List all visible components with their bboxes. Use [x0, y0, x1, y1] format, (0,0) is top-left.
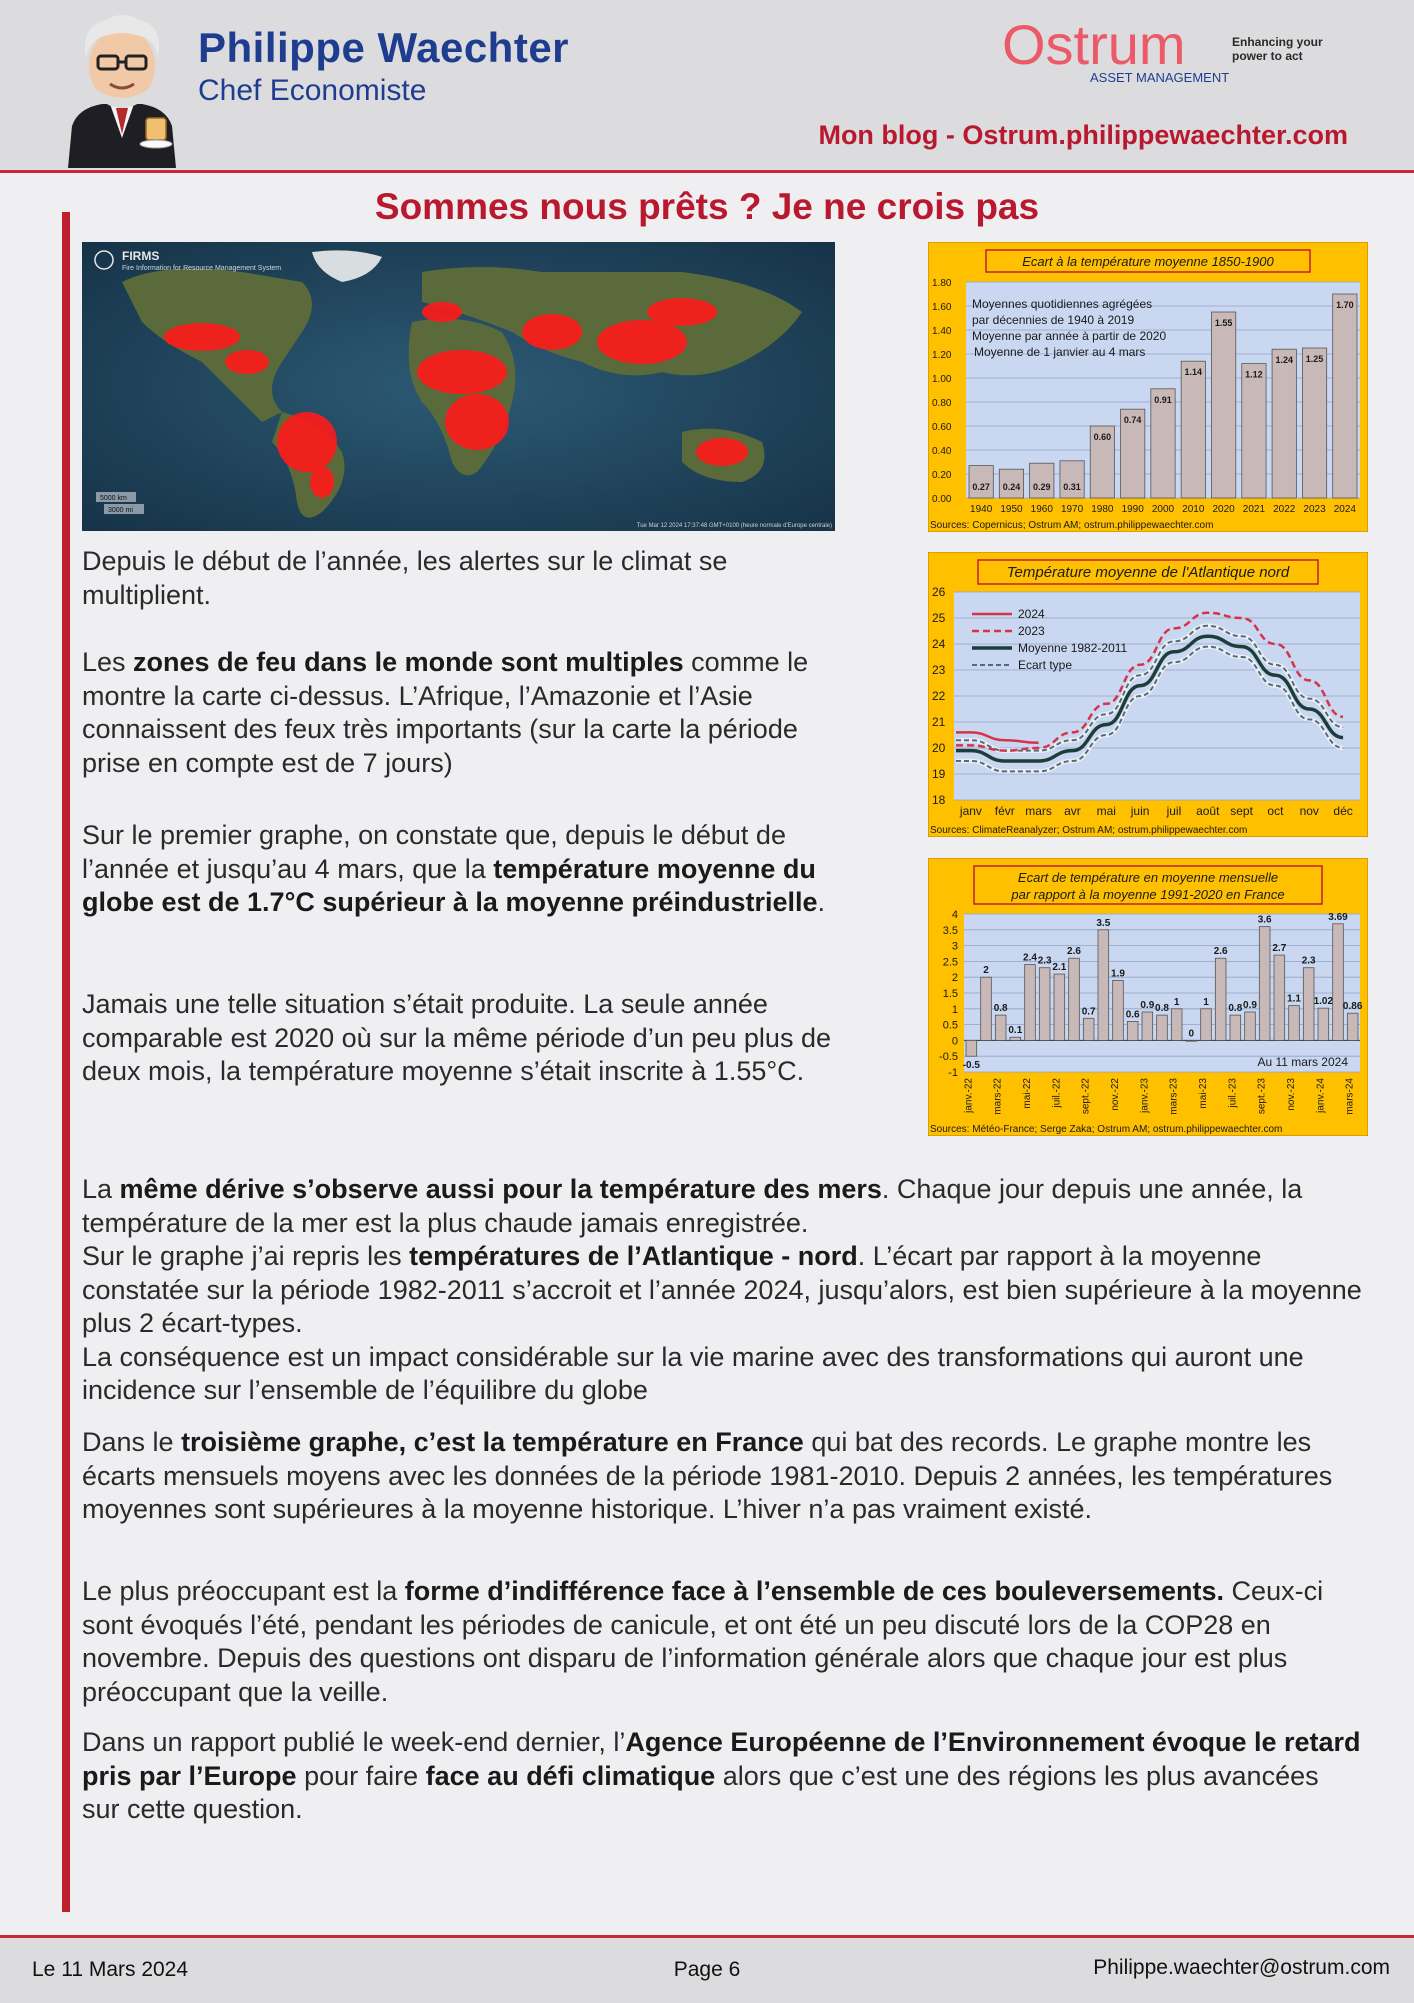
chart3-bar — [981, 977, 992, 1040]
chart3-xtick-label: sept.-22 — [1080, 1078, 1092, 1115]
fire-map — [82, 242, 835, 531]
chart1-data-label: 1.24 — [1275, 355, 1293, 366]
chart3-bar — [1318, 1008, 1329, 1040]
chart2-ytick-label: 25 — [932, 611, 946, 625]
chart1-data-label: 0.24 — [1002, 482, 1021, 492]
chart3-ytick-label: 0 — [951, 1035, 958, 1048]
footer-email[interactable]: Philippe.waechter@ostrum.com — [1093, 1956, 1390, 1979]
logo-tagline-2: power to act — [1232, 49, 1303, 63]
chart2-xtick-label: mars — [1025, 804, 1052, 818]
chart2-ytick-label: 26 — [932, 585, 946, 599]
paragraph-5: La même dérive s’observe aussi pour la température des mers. Chaque jour depuis une année, la température de la mer est la plus chaude jamais enregistrée. Sur le graphe j’ai repris les températures de l’Atlantique - nord. L’écart par rapport à la moyenne constatée sur la période 1982-2011 s’accroit et l’année 2024, jusqu’alors, est bien supérieure à la moyenne plus 2 écart-types. La conséquence est un impact considérable sur la vie marine avec des transformations qui auront une incidence sur l’ensemble de l’équilibre du globe — [82, 1174, 1362, 1405]
chart2-xtick-label: janv — [959, 804, 982, 818]
chart3-xtick-label: janv.-22 — [963, 1078, 975, 1113]
chart3-bar — [1025, 965, 1036, 1041]
svg-text:5000 km: 5000 km — [100, 495, 127, 502]
chart2-xtick-label: août — [1196, 804, 1220, 818]
chart1-data-label: 1.12 — [1245, 369, 1263, 380]
chart3-source: Sources: Météo-France; Serge Zaka; Ostrum AM; ostrum.philippewaechter.com — [930, 1124, 1283, 1135]
chart3-ytick-label: 2 — [951, 972, 958, 985]
map-brand-sub: Fire Information for Resource Management System — [122, 265, 282, 272]
chart1-bar — [1242, 364, 1266, 498]
accent-bar — [62, 212, 70, 1912]
chart3-bar — [1054, 974, 1065, 1040]
chart3-ytick-label: 3.5 — [942, 924, 958, 937]
chart3-bar — [1142, 1012, 1153, 1040]
paragraph-4: Jamais une telle situation s’était produite. La seule année comparable est 2020 où sur la même période d’un peu plus de deux mois, la température moyenne s’était inscrite à 1.55°C. — [82, 989, 831, 1086]
chart3-bar — [1201, 1009, 1212, 1041]
chart3-data-label: 1.9 — [1111, 968, 1125, 980]
chart1-ytick-label: 0.60 — [932, 422, 952, 433]
chart3-xtick-label: sept.-23 — [1256, 1078, 1268, 1115]
chart1-xtick-label: 2023 — [1303, 504, 1326, 515]
chart3-bar — [1039, 968, 1050, 1041]
chart1-data-label: 0.74 — [1123, 415, 1142, 426]
paragraph-2: Les zones de feu dans le monde sont multiples comme le montre la carte ci-dessus. L’Afrique, l’Amazonie et l’Asie connaissent des feux très importants (sur la carte la période prise en compte est de 7 jours) — [82, 647, 809, 778]
chart3-data-label: 2.6 — [1213, 946, 1228, 958]
chart1-data-label: 1.55 — [1214, 318, 1233, 328]
chart3-data-label: 2.3 — [1301, 955, 1316, 967]
chart2-legend-label: Moyenne 1982-2011 — [1018, 641, 1128, 655]
chart3-data-label: 0.8 — [1228, 1003, 1243, 1015]
chart1-data-label: 0.60 — [1093, 432, 1112, 442]
chart2-xtick-label: juin — [1130, 804, 1150, 818]
chart3-data-label: 0.86 — [1342, 1001, 1363, 1013]
chart3-title-line-1: Ecart de température en moyenne mensuelle — [1017, 870, 1279, 885]
chart-global-temperature — [928, 242, 1368, 532]
chart3-data-label: 0 — [1188, 1028, 1195, 1040]
chart3-data-label: -0.5 — [962, 1060, 980, 1072]
chart1-xtick-label: 1960 — [1030, 504, 1053, 515]
chart2-xtick-label: oct — [1267, 804, 1284, 818]
chart1-data-label: 0.27 — [972, 482, 990, 492]
chart3-bar — [1333, 924, 1344, 1041]
chart3-data-label: 0.9 — [1243, 999, 1257, 1011]
footer-page-number: Page 6 — [673, 1958, 741, 1981]
chart1-data-label: 0.31 — [1063, 482, 1081, 492]
chart3-xtick-label: janv.-24 — [1315, 1078, 1327, 1113]
chart3-bar — [1098, 930, 1109, 1041]
chart3-bar — [1274, 955, 1285, 1040]
chart1-bar — [1181, 361, 1205, 498]
author-role: Chef Economiste — [198, 74, 427, 107]
chart3-xtick-label: janv.-23 — [1139, 1078, 1151, 1113]
chart2-xtick-label: févr — [994, 804, 1015, 818]
chart1-bar — [1060, 461, 1084, 498]
chart2-ytick-label: 24 — [932, 637, 946, 651]
chart3-bar — [1230, 1015, 1241, 1040]
chart3-bar — [1347, 1013, 1358, 1040]
chart1-xtick-label: 1940 — [970, 504, 993, 515]
chart3-data-label: 2.3 — [1037, 955, 1052, 967]
chart3-bar — [1069, 958, 1080, 1040]
map-timestamp: Tue Mar 12 2024 17:37:48 GMT+0100 (heure normale d'Europe centrale) — [636, 523, 832, 529]
chart3-ytick-label: 1.5 — [942, 988, 958, 1000]
chart1-ytick-label: 0.20 — [932, 470, 952, 481]
chart3-annotation: Au 11 mars 2024 — [1257, 1055, 1348, 1069]
chart3-bar — [1303, 968, 1314, 1041]
chart2-ytick-label: 22 — [932, 689, 946, 703]
chart3-data-label: 0.7 — [1081, 1006, 1096, 1018]
chart3-ytick-label: -0.5 — [939, 1051, 958, 1064]
chart1-bar — [1333, 294, 1357, 498]
chart3-bar — [1171, 1009, 1182, 1041]
chart3-bar — [995, 1015, 1006, 1040]
chart3-data-label: 1.02 — [1313, 996, 1334, 1008]
paragraph-1: Depuis le début de l’année, les alertes sur le climat se multiplient. — [82, 546, 728, 610]
chart2-ytick-label: 19 — [932, 767, 946, 781]
chart1-ytick-label: 1.00 — [932, 374, 952, 385]
chart3-data-label: 2.6 — [1067, 946, 1081, 958]
chart1-xtick-label: 2010 — [1182, 504, 1205, 515]
chart3-data-label: 2.7 — [1272, 943, 1287, 955]
chart3-xtick-label: mars-23 — [1168, 1078, 1180, 1115]
chart3-bar — [1186, 1040, 1197, 1041]
chart3-bar — [1113, 980, 1124, 1040]
paragraph-3: Sur le premier graphe, on constate que, depuis le début de l’année et jusqu’au 4 mars, que la température moyenne du globe est de 1.7°C supérieur à la moyenne préindustrielle. — [82, 820, 826, 917]
chart2-xtick-label: avr — [1064, 804, 1081, 818]
chart1-ytick-label: 0.40 — [932, 446, 952, 457]
chart2-legend-label: 2024 — [1018, 607, 1045, 621]
chart1-xtick-label: 2024 — [1333, 504, 1356, 515]
chart3-data-label: 2.1 — [1052, 962, 1067, 974]
chart3-bar — [1157, 1015, 1168, 1040]
chart1-xtick-label: 2000 — [1151, 504, 1175, 515]
chart3-xtick-label: juil.-23 — [1227, 1078, 1239, 1108]
chart1-data-label: 1.25 — [1305, 354, 1324, 364]
chart3-data-label: 3.69 — [1328, 911, 1348, 923]
chart3-bar — [966, 1040, 977, 1056]
chart1-bar — [1211, 312, 1235, 498]
paragraph-8: Dans un rapport publié le week-end dernier, l’Agence Européenne de l’Environnement évoque le retard pris par l’Europe pour faire face au défi climatique alors que c’est une des régions les plus avancées sur cette question. — [82, 1727, 1361, 1824]
chart3-xtick-label: mai-23 — [1198, 1078, 1209, 1109]
chart1-ytick-label: 1.20 — [932, 350, 952, 361]
chart1-title: Ecart à la température moyenne 1850-1900 — [1022, 254, 1274, 269]
chart3-xtick-label: nov.-23 — [1286, 1078, 1297, 1111]
chart-atlantic-temperature — [928, 552, 1368, 837]
chart3-bar — [1259, 927, 1270, 1041]
chart1-ytick-label: 1.60 — [932, 302, 952, 313]
chart2-ytick-label: 18 — [932, 793, 946, 807]
chart3-ytick-label: 2.5 — [942, 956, 958, 969]
chart3-data-label: 0.9 — [1140, 999, 1155, 1011]
chart3-xtick-label: juil.-22 — [1051, 1078, 1063, 1108]
author-name: Philippe Waechter — [198, 24, 570, 71]
page-header — [0, 0, 1414, 173]
chart-france-temperature — [928, 858, 1368, 1136]
chart3-ytick-label: 0.5 — [942, 1019, 958, 1032]
chart3-data-label: 2.4 — [1023, 952, 1037, 964]
chart3-xtick-label: mai-22 — [1022, 1078, 1033, 1109]
chart3-data-label: 0.8 — [993, 1003, 1008, 1015]
chart3-ytick-label: 1 — [951, 1003, 958, 1016]
chart1-annotation: par décennies de 1940 à 2019 — [972, 313, 1135, 327]
chart3-bar — [1010, 1037, 1021, 1040]
chart1-xtick-label: 1970 — [1060, 504, 1084, 515]
chart3-data-label: 1 — [1203, 996, 1209, 1008]
chart3-bar — [1127, 1021, 1138, 1040]
blog-link[interactable]: Mon blog - Ostrum.philippewaechter.com — [818, 120, 1348, 150]
chart1-ytick-label: 1.80 — [932, 278, 952, 289]
page-footer — [0, 1935, 1414, 2003]
chart3-data-label: 0.6 — [1125, 1009, 1140, 1021]
paragraph-7: Le plus préoccupant est la forme d’indifférence face à l’ensemble de ces bouleversements. Ceux-ci sont évoqués l’été, pendant les périodes de canicule, et ont été un peu discuté lors de la COP28 en novembre. Depuis des questions ont disparu de l’information générale alors que chaque jour est plus préoccupant que la veille. — [82, 1576, 1324, 1707]
footer-date: Le 11 Mars 2024 — [32, 1958, 189, 1981]
chart1-ytick-label: 0.80 — [932, 398, 952, 409]
chart1-annotation: Moyennes quotidiennes agrégées — [972, 297, 1153, 311]
chart2-legend-label: 2023 — [1018, 624, 1045, 638]
chart3-xtick-label: nov.-22 — [1110, 1078, 1121, 1111]
chart1-ytick-label: 1.40 — [932, 326, 952, 337]
chart2-ytick-label: 20 — [932, 741, 946, 755]
svg-text:3000 mi: 3000 mi — [108, 507, 133, 514]
chart2-xtick-label: juil — [1166, 804, 1182, 818]
chart1-bar — [1151, 389, 1175, 498]
chart1-xtick-label: 2020 — [1212, 504, 1235, 515]
chart1-bar — [1272, 349, 1296, 498]
logo-name: Ostrum — [1002, 14, 1186, 76]
chart2-xtick-label: déc — [1333, 804, 1353, 818]
chart1-source: Sources: Copernicus; Ostrum AM; ostrum.philippewaechter.com — [930, 520, 1214, 531]
chart1-data-label: 1.70 — [1336, 300, 1354, 310]
author-avatar — [58, 8, 186, 168]
chart1-annotation: Moyenne par année à partir de 2020 — [972, 329, 1167, 343]
chart3-title-line-2: par rapport à la moyenne 1991-2020 en France — [1011, 887, 1285, 902]
chart1-data-label: 1.14 — [1184, 367, 1203, 378]
chart3-data-label: 1.1 — [1287, 993, 1301, 1005]
chart1-bar — [1302, 348, 1326, 498]
logo-sub: ASSET MANAGEMENT — [1090, 70, 1230, 85]
chart3-data-label: 2 — [983, 965, 989, 977]
chart3-data-label: 3.5 — [1096, 917, 1111, 929]
chart3-bar — [1215, 958, 1226, 1040]
paragraph-6: Dans le troisième graphe, c’est la température en France qui bat des records. Le graphe montre les écarts mensuels moyens avec les données de la période 1981-2010. Depuis 2 années, les températures moyennes sont supérieures à la moyenne historique. L’hiver n’a pas vraiment existé. — [82, 1427, 1333, 1524]
chart3-bar — [1083, 1018, 1094, 1040]
chart3-data-label: 0.8 — [1155, 1003, 1169, 1015]
chart1-xtick-label: 2021 — [1242, 504, 1266, 515]
article-title: Sommes nous prêts ? Je ne crois pas — [374, 186, 1040, 227]
chart3-data-label: 3.6 — [1257, 914, 1272, 926]
logo-tagline-1: Enhancing your — [1232, 35, 1323, 49]
chart3-ytick-label: 3 — [951, 940, 958, 953]
chart1-bar — [1030, 463, 1054, 498]
chart1-annotation: Moyenne de 1 janvier au 4 mars — [974, 345, 1146, 359]
chart2-xtick-label: nov — [1299, 804, 1319, 818]
chart2-legend-label: Ecart type — [1018, 658, 1073, 672]
chart1-xtick-label: 1980 — [1091, 504, 1114, 515]
chart3-bar — [1245, 1012, 1256, 1040]
chart3-data-label: 0.1 — [1008, 1025, 1023, 1037]
chart2-xtick-label: sept — [1230, 804, 1253, 818]
chart2-ytick-label: 21 — [932, 715, 946, 729]
chart3-ytick-label: -1 — [948, 1067, 958, 1079]
chart1-xtick-label: 1950 — [1000, 504, 1023, 515]
chart2-source: Sources: ClimateReanalyzer; Ostrum AM; ostrum.philippewaechter.com — [930, 825, 1248, 836]
chart2-xtick-label: mai — [1096, 804, 1116, 818]
ostrum-logo — [1000, 14, 1330, 94]
chart1-xtick-label: 1990 — [1121, 504, 1144, 515]
chart3-ytick-label: 4 — [951, 909, 958, 921]
chart1-xtick-label: 2022 — [1273, 504, 1296, 515]
chart3-xtick-label: mars-22 — [992, 1078, 1004, 1115]
chart1-data-label: 0.91 — [1154, 394, 1172, 405]
chart2-title: Température moyenne de l'Atlantique nord — [1006, 564, 1290, 581]
chart1-ytick-label: 0.00 — [932, 494, 952, 505]
chart3-data-label: 1 — [1173, 996, 1180, 1008]
chart2-ytick-label: 23 — [932, 663, 946, 677]
map-brand: FIRMS — [122, 249, 160, 263]
chart1-data-label: 0.29 — [1033, 482, 1051, 492]
chart3-xtick-label: mars-24 — [1344, 1078, 1356, 1115]
chart3-bar — [1289, 1006, 1300, 1041]
